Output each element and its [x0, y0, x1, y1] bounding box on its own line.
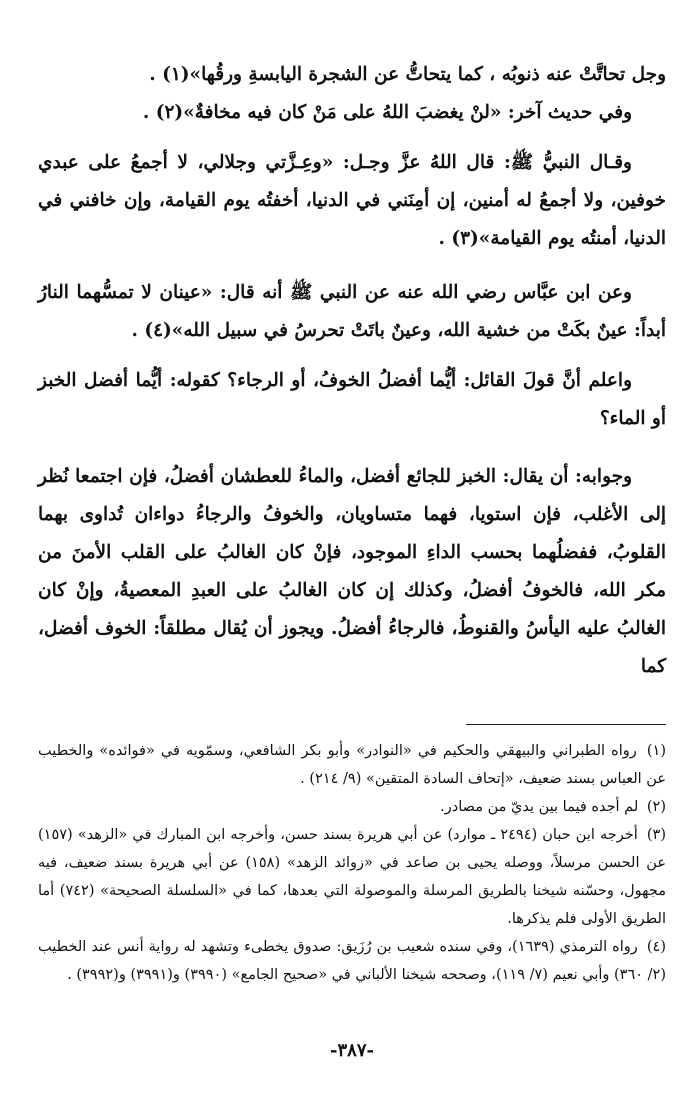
paragraph: واعلم أنَّ قولَ القائل: أيُّما أفضلُ الخوفُ، أو الرجاء؟ كقوله: أيُّما أفضل الخبز أو الماء؟	[38, 370, 666, 429]
footnote-number: (٤)	[646, 939, 666, 955]
book-page	[38, 56, 666, 1061]
paragraph: وجوابه: أن يقال: الخبز للجائع أفضل، والماءُ للعطشان أفضلُ، فإن اجتمعا نُظر إلى الأغلب، فإن استويا، فهما متساويان، والخوفُ والرجاءُ دواءان تُداوى بهما القلوبُ، ففضلُهما بحسب الداءِ الموجود، فإنْ كان الغالبُ على القلب الأمنَ من مكر الله، فالخوفُ أفضلُ، وكذلك إن كان الغالبُ على العبدِ المعصيةُ، وإنْ كان الغالبُ عليه اليأسُ والقنوطُ، فالرجاءُ أفضلُ. ويجوز أن يُقال مطلقاً: الخوف أفضل، كما	[38, 466, 666, 677]
footnote-text: رواه الطبراني والبيهقي والحكيم في «النوادر» وأبو بكر الشافعي، وسمّويه في «فوائده» والخطيب عن العباس بسند ضعيف، «إتحاف السادة المتقين» (٩/ ٢١٤) .	[38, 743, 666, 787]
footnote-text: لم أجده فيما بين يديّ من مصادر.	[440, 799, 639, 815]
footnote	[38, 737, 666, 793]
footnotes	[38, 737, 666, 989]
paragraph: وعن ابن عبَّاس رضي الله عنه عن النبي ﷺ أنه قال: «عينان لا تمسُّهما النارُ أبداً: عينٌ بكَتْ من خشية الله، وعينٌ باتَتْ تحرسُ في سبيل الله»(٤) .	[38, 282, 666, 341]
footnote-number: (٣)	[646, 827, 667, 843]
footnote-number: (٢)	[646, 799, 666, 815]
footnote	[38, 821, 666, 933]
footnote-number: (١)	[646, 743, 666, 759]
paragraph: وجل تحاتَّتْ عنه ذنوبُه ، كما يتحاتُّ عن الشجرة اليابسةِ ورقُها»(١) .	[149, 64, 666, 85]
footnote	[38, 933, 666, 989]
footnote	[38, 793, 666, 821]
footnote-text: رواه الترمذي (١٦٣٩)، وفي سنده شعيب بن رُزَيق: صدوق يخطىء وتشهد له رواية أنس عند الخطيب (٢/ ٣٦٠) وأبي نعيم (٧/ ١١٩)، وصححه شيخنا الألباني في «صحيح الجامع» (٣٩٩٠) و(٣٩٩١) و(٣٩٩٢) .	[38, 939, 666, 983]
footnote-divider	[466, 724, 666, 725]
paragraph: وفي حديث آخر: «لنْ يغضبَ اللهُ على مَنْ كان فيه مخافةٌ»(٢) .	[142, 102, 632, 123]
footnote-text: أخرجه ابن حبان (٢٤٩٤ ـ موارد) عن أبي هريرة بسند حسن، وأخرجه ابن المبارك في «الزهد» (١٥٧) عن الحسن مرسلاً، ووصله يحيى بن صاعد في «زوائد الزهد» (١٥٨) عن أبي هريرة بسند ضعيف، فيه مجهول، وحسّنه شيخنا بالطريق المرسلة والموصولة التي بعدها، كما في «السلسلة الصحيحة» (٧٤٢) أما الطريق الأولى فلم يذكرها.	[38, 827, 666, 927]
page-number: -٣٨٧-	[330, 1040, 374, 1061]
main-text	[38, 56, 666, 686]
paragraph: وقـال النبيُّ ﷺ: قال اللهُ عزَّ وجـل: «وعِـزَّتي وجلالي، لا أجمعُ على عبدي خوفين، ولا أجمعُ له أمنين، إن أمِنَني في الدنيا، أخفتُه يوم القيامة، وإن خافني في الدنيا، أمنتُه يوم القيامة»(٣) .	[38, 152, 666, 249]
